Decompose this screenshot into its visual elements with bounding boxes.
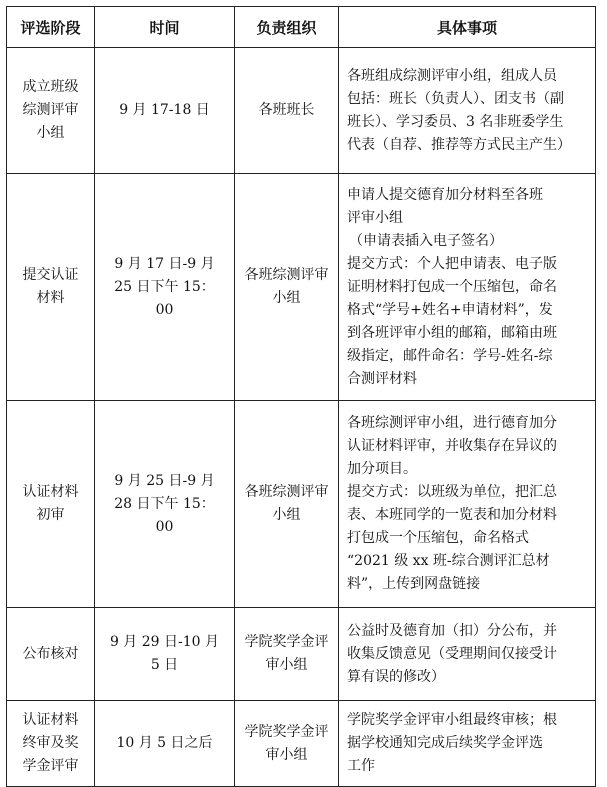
text-line: 班长）、学习委员、3 名非班委学生: [347, 113, 564, 130]
text-line: 小组: [272, 507, 301, 523]
text-line: （申请表插入电子签名）: [349, 232, 503, 249]
table-row: [7, 608, 596, 701]
text-line: 算有误的修改）: [347, 668, 445, 685]
text-line: 表、本班同学的一览表和加分材料: [347, 507, 557, 523]
selection-schedule-table: [6, 6, 596, 787]
text-line: 各班综测评审: [244, 484, 329, 500]
text-line: 小组: [36, 125, 65, 141]
text-line: 00: [155, 518, 174, 535]
text-line: 小组: [272, 290, 301, 306]
text-line: 初审: [36, 507, 65, 523]
text-line: 学院奖学金评: [244, 723, 329, 740]
cell-time: [95, 48, 235, 174]
table-row: [7, 401, 596, 608]
text-line: 成立班级: [22, 79, 79, 95]
text-line: 各班综测评审: [244, 267, 329, 283]
text-line: “2021 级 xx 班-综合测评汇总材: [347, 553, 550, 569]
text-line: 审小组: [265, 746, 308, 763]
header-time: 时间: [95, 7, 235, 48]
text-line: 级指定，邮件命名：学号-姓名-综: [347, 347, 553, 364]
text-line: 工作: [347, 758, 375, 774]
text-line: 认证材料: [22, 712, 79, 728]
cell-stage: [7, 608, 95, 701]
text-line: 提交方式：个人把申请表、电子版: [347, 255, 557, 272]
cell-organization: [235, 701, 339, 787]
text-line: 据学校通知完成后续奖学金评选: [347, 735, 543, 751]
text-line: 9 月 25 日-9 月: [114, 472, 215, 489]
cell-stage: [7, 701, 95, 787]
cell-time: [95, 701, 235, 787]
text-line: 综测评审: [22, 102, 79, 118]
cell-time: [95, 401, 235, 608]
text-line: 合测评材料: [347, 370, 417, 387]
text-line: 9 月 29 日-10 月: [109, 634, 220, 650]
text-line: 5 日: [150, 657, 179, 673]
text-line: 到各班评审小组的邮箱，邮箱由班: [347, 324, 557, 341]
text-line: 包括：班长（负责人）、团支书（副: [347, 90, 564, 107]
text-line: 加分项目。: [347, 461, 417, 477]
text-line: 各班组成综测评审小组，组成人员: [347, 67, 557, 84]
text-line: 认证材料: [22, 484, 79, 500]
text-line: 00: [155, 301, 174, 318]
text-line: 申请人提交德育加分材料至各班: [347, 186, 543, 203]
text-line: 收集反馈意见（受理期间仅接受计: [347, 645, 557, 662]
cell-time: [95, 174, 235, 401]
text-line: 格式“学号+姓名+申请材料”，发: [347, 301, 553, 318]
text-line: 学院奖学金评审小组最终审核；根: [347, 712, 557, 728]
cell-organization: [235, 48, 339, 174]
cell-stage: [7, 401, 95, 608]
document-page: [6, 6, 596, 787]
text-line: 打包成一个压缩包，命名格式: [347, 530, 529, 546]
text-line: 25 日下午 15：: [114, 278, 215, 295]
header-stage: 评选阶段: [7, 7, 95, 48]
table-row: [7, 174, 596, 401]
text-line: 学院奖学金评: [244, 634, 329, 650]
cell-organization: [235, 174, 339, 401]
text-line: 28 日下午 15：: [114, 495, 215, 512]
header-organization: 负责组织: [235, 7, 339, 48]
cell-time: [95, 608, 235, 701]
cell-details: [339, 701, 596, 787]
text-line: 评审小组: [347, 209, 403, 226]
text-line: 认证材料评审，并收集存在异议的: [347, 438, 557, 454]
text-line: 审小组: [265, 657, 308, 673]
text-line: 9 月 17 日-9 月: [114, 255, 215, 272]
text-line: 10 月 5 日之后: [116, 735, 213, 751]
cell-details: [339, 401, 596, 608]
text-line: 终审及奖: [22, 735, 79, 751]
text-line: 各班班长: [258, 102, 315, 118]
text-line: 公布核对: [22, 645, 79, 662]
header-details: 具体事项: [339, 7, 596, 48]
text-line: 9 月 17-18 日: [119, 102, 210, 118]
cell-details: [339, 174, 596, 401]
cell-organization: [235, 401, 339, 608]
text-line: 学金评审: [22, 758, 79, 774]
text-line: 料”，上传到网盘链接: [347, 576, 481, 592]
text-line: 公益时及德育加（扣）分公布，并: [347, 622, 557, 639]
table-row: [7, 701, 596, 787]
text-line: 代表（自荐、推荐等方式民主产生）: [347, 136, 571, 153]
text-line: 各班综测评审小组，进行德育加分: [347, 415, 557, 431]
text-line: 证明材料打包成一个压缩包，命名: [347, 278, 557, 295]
text-line: 提交认证: [22, 267, 79, 283]
cell-details: [339, 608, 596, 701]
text-line: 提交方式：以班级为单位，把汇总: [347, 484, 557, 500]
cell-organization: [235, 608, 339, 701]
cell-stage: [7, 174, 95, 401]
cell-stage: [7, 48, 95, 174]
table-row: [7, 48, 596, 174]
text-line: 材料: [36, 290, 65, 306]
table-header-row: [7, 7, 596, 48]
cell-details: [339, 48, 596, 174]
